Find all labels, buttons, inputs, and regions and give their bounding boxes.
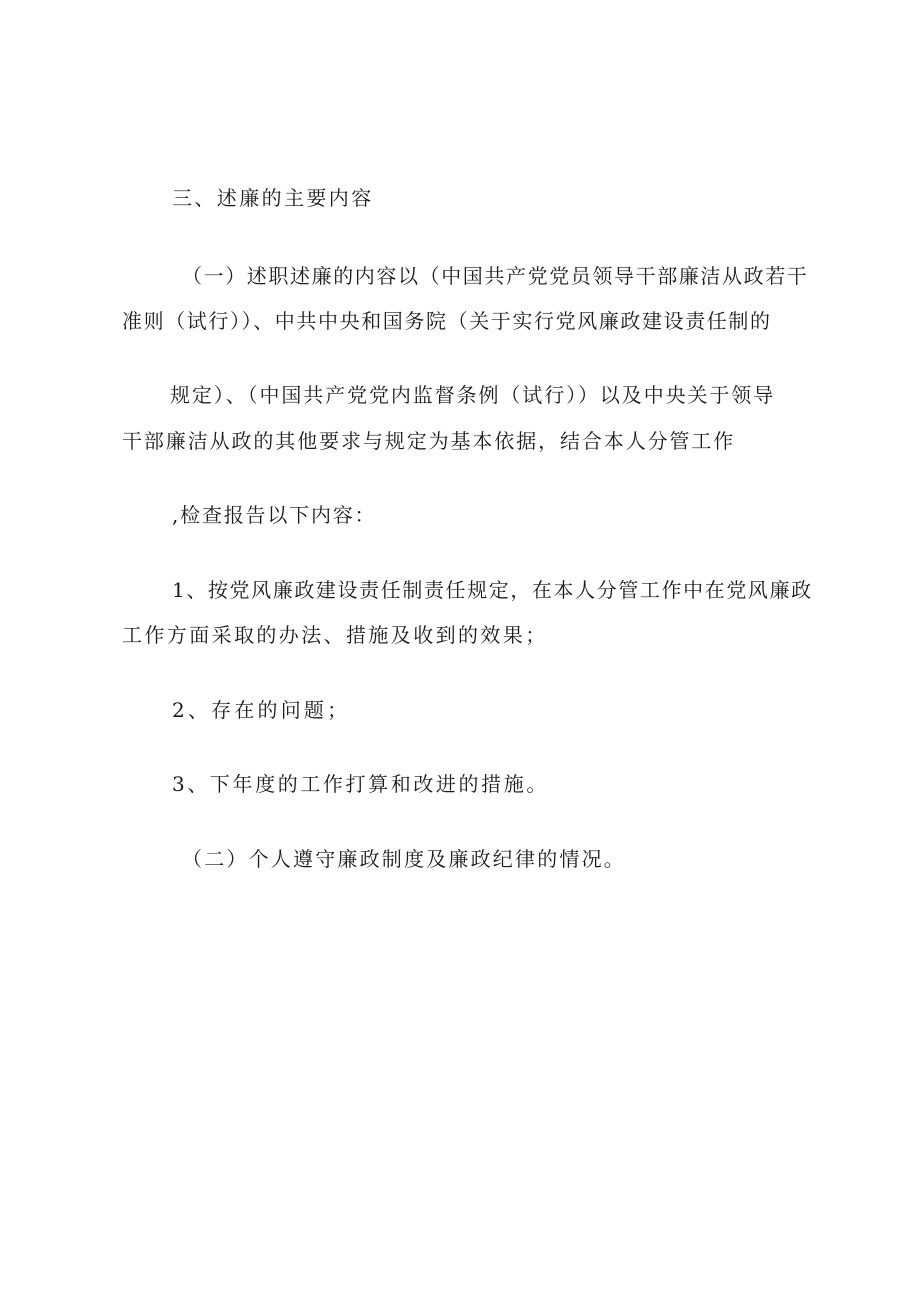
paragraph-1-line-4: 干部廉洁从政的其他要求与规定为基本依据，结合本人分管工作 bbox=[122, 429, 736, 453]
list-item-2: 2、存在的问题； bbox=[172, 698, 351, 722]
list-item-1-line-2: 工作方面采取的办法、措施及收到的效果； bbox=[122, 623, 548, 647]
paragraph-1-line-5: ,检查报告以下内容： bbox=[172, 503, 377, 527]
list-item-3: 3、下年度的工作打算和改进的措施。 bbox=[172, 772, 549, 796]
paragraph-1-line-2: 准则（试行））、中共中央和国务院（关于实行党风廉政建设责任制的 bbox=[122, 309, 772, 333]
paragraph-1-line-3: 规定）、（中国共产党党内监督条例（试行））以及中央关于领导 bbox=[170, 383, 776, 407]
paragraph-1-line-1: （一）述职述廉的内容以（中国共产党党员领导干部廉洁从政若干 bbox=[182, 264, 809, 288]
section-heading: 三、述廉的主要内容 bbox=[172, 186, 374, 210]
list-item-1-line-1: 1、按党风廉政建设责任制责任规定，在本人分管工作中在党风廉政 bbox=[172, 578, 813, 602]
paragraph-2: （二）个人遵守廉政制度及廉政纪律的情况。 bbox=[182, 847, 626, 871]
